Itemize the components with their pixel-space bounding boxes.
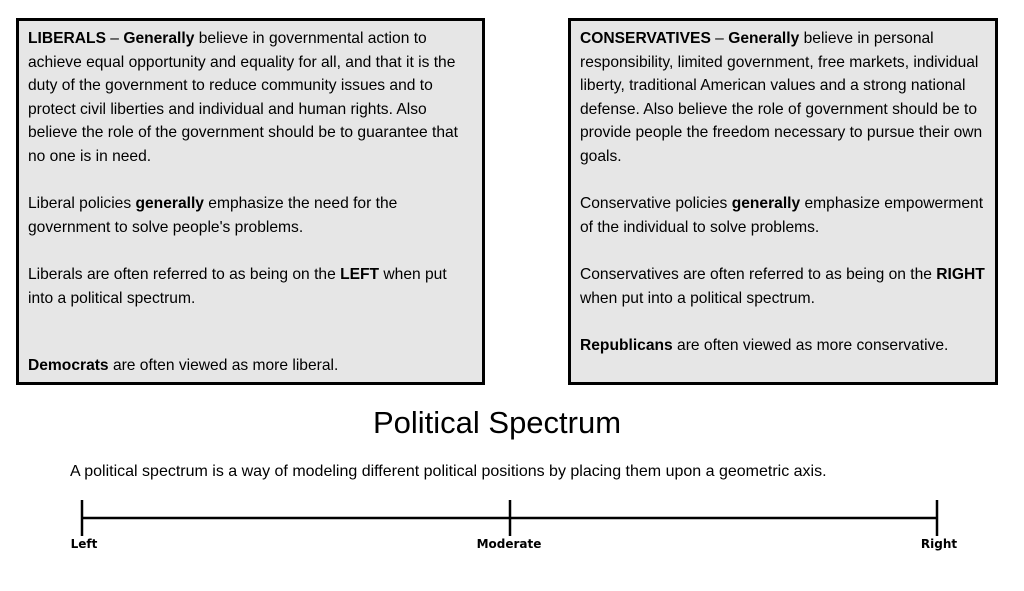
liberals-spectrum-position: Liberals are often referred to as being on the LEFT when put into a political spectrum. <box>28 265 447 307</box>
conservatives-term: CONSERVATIVES <box>580 30 711 47</box>
liberals-policies: Liberal policies generally emphasize the need for the government to solve people's problems. <box>28 195 398 236</box>
page-title: Political Spectrum <box>372 405 622 440</box>
liberals-term: LIBERALS <box>28 30 106 47</box>
axis-label-left: Left <box>70 537 98 551</box>
conservatives-spectrum-position: Conservatives are often referred to as being on the RIGHT when put into a political spectrum. <box>580 265 985 307</box>
axis-label-right: Right <box>920 537 958 551</box>
conservatives-definition: CONSERVATIVES – Generally believe in personal responsibility, limited government, free markets, individual liberty, traditional American values and a strong national defense. Also believe the role of government should be to provide people the freedom necessary to pursue their own goals. <box>580 30 983 165</box>
republicans-note: Republicans are often viewed as more conservative. <box>580 336 949 354</box>
axis-label-moderate: Moderate <box>476 537 542 551</box>
conservatives-policies: Conservative policies generally emphasize empowerment of the individual to solve problems. <box>580 195 984 236</box>
liberals-definition: LIBERALS – Generally believe in governmental action to achieve equal opportunity and equality for all, and that it is the duty of the government to reduce community issues and to protect civil liberties and individual and human rights. Also believe the role of the government should be to guarantee that no one is in need. <box>28 30 458 165</box>
democrats-note: Democrats are often viewed as more liberal. <box>28 357 339 375</box>
spectrum-description: A political spectrum is a way of modeling different political positions by placing them upon a geometric axis. <box>70 463 827 480</box>
